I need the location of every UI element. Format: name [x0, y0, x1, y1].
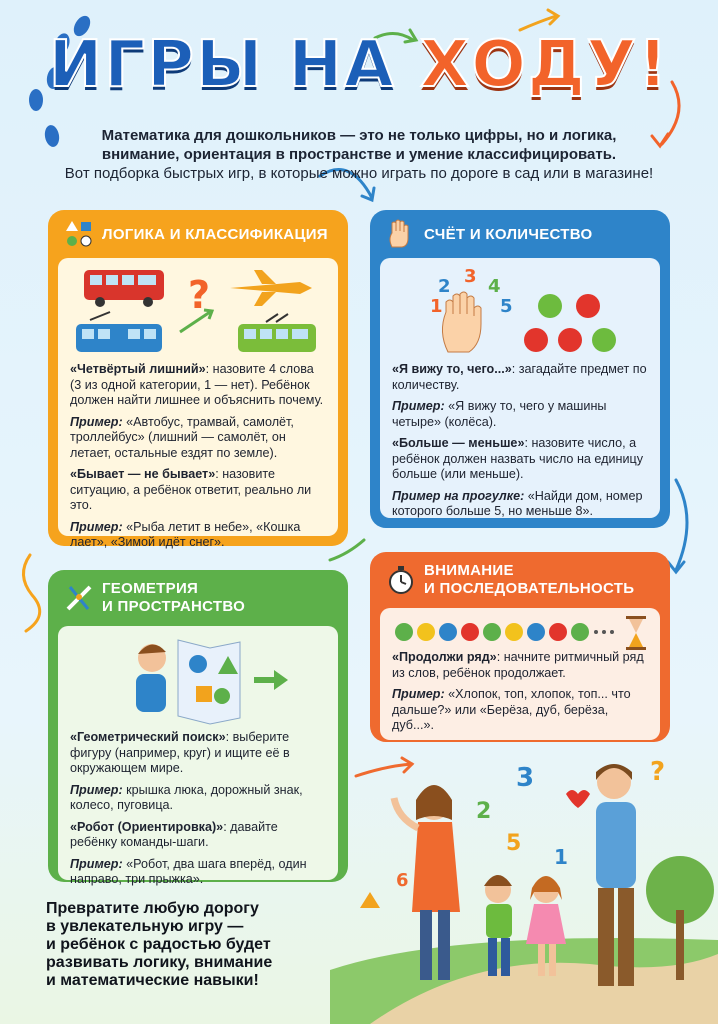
card-logic-header	[58, 210, 338, 258]
card-attention-header	[380, 552, 660, 608]
card-count-header	[380, 210, 660, 258]
intro-line2: внимание, ориентация в пространстве и умение классифицировать.	[101, 146, 617, 163]
svg-text:?: ?	[188, 273, 211, 317]
card-attention-body	[380, 608, 660, 740]
svg-text:?: ?	[650, 757, 666, 787]
card-count-body	[380, 258, 660, 518]
shapes-icon	[64, 219, 94, 249]
count-example2: Пример на прогулке: «Найди дом, номер которого больше 5, но меньше 8».	[392, 488, 643, 518]
count-game2: «Больше — меньше»: назовите число, а ребёнок должен назвать число на единицу больше (или меньше).	[392, 436, 644, 481]
digit-1: 1	[430, 296, 443, 317]
intro-line1: Математика для дошкольников — это не только цифры, но и логика,	[101, 127, 617, 144]
attention-example1: Пример: «Хлопок, топ, хлопок, топ... что дальше?» или «Берёза, дуб, берёза, дуб...».	[392, 687, 631, 732]
page-title	[0, 28, 718, 102]
card-attention-title: ВНИМАНИЕ И ПОСЛЕДОВАТЕЛЬНОСТЬ	[424, 562, 635, 597]
logic-game1: «Четвёртый лишний»: назовите 4 слова (3 из одной категории, 1 — нет). Ребёнок должен найти лишнее и объяснить почему.	[70, 362, 324, 407]
attention-game1: «Продолжи ряд»: начните ритмичный ряд из слов, ребёнок продолжает.	[392, 650, 644, 680]
geometry-example1: Пример: крышка люка, дорожный знак, колесо, пуговица.	[70, 782, 303, 812]
card-geometry-body	[58, 626, 338, 886]
card-geometry-header	[58, 570, 338, 626]
closing-text: Превратите любую дорогу в увлекательную игру — и ребёнок с радостью будет развивать логику, внимание и математические навыки!	[46, 900, 273, 989]
title-part1: ИГРЫ НА	[48, 28, 396, 102]
card-geometry	[48, 570, 348, 886]
digit-4: 4	[488, 276, 501, 297]
card-geometry-title: ГЕОМЕТРИЯ И ПРОСТРАНСТВО	[102, 580, 246, 615]
logic-example1: Пример: «Автобус, трамвай, самолёт, троллейбус» (лишний — самолёт, он летает, остальные ездят по земле).	[70, 414, 294, 460]
digit-5: 5	[500, 296, 513, 317]
digit-2: 2	[438, 276, 451, 297]
geometry-game2: «Робот (Ориентировка)»: давайте ребёнку команды-шаги.	[70, 819, 278, 849]
svg-text:3: 3	[516, 763, 535, 793]
compass-ruler-icon	[64, 583, 94, 613]
logic-game2: «Бывает — не бывает»: назовите ситуацию, а ребёнок ответит, реально ли это.	[70, 467, 312, 512]
apples	[524, 294, 616, 352]
svg-text:1: 1	[554, 845, 568, 869]
hourglass-icon	[626, 616, 646, 650]
transport-illustration	[70, 266, 326, 358]
svg-text:2: 2	[476, 799, 492, 824]
count-example1: Пример: «Я вижу то, чего у машины четыре» (колёса).	[392, 399, 607, 429]
logic-example2: Пример: «Рыба летит в небе», «Кошка лает», «Зимой идёт снег».	[70, 519, 301, 549]
counting-illustration	[392, 266, 648, 358]
card-logic-body	[58, 258, 338, 549]
card-logic-title: ЛОГИКА И КЛАССИФИКАЦИЯ	[102, 225, 328, 243]
family-illustration	[330, 750, 718, 1024]
hand-icon	[386, 219, 416, 249]
stopwatch-icon	[386, 565, 416, 595]
svg-text:5: 5	[506, 831, 522, 856]
title-part2: ХОДУ!	[419, 28, 670, 102]
card-logic	[48, 210, 348, 549]
beads-row	[392, 616, 648, 650]
geometry-game1: «Геометрический поиск»: выберите фигуру (например, круг) и ищите её в окружающем мире.	[70, 730, 290, 775]
svg-text:6: 6	[396, 870, 409, 891]
card-count-title: СЧЁТ И КОЛИЧЕСТВО	[424, 225, 593, 243]
digit-3: 3	[464, 266, 477, 287]
count-game1: «Я вижу то, чего...»: загадайте предмет по количеству.	[392, 362, 647, 392]
intro-line3: Вот подборка быстрых игр, в которые можно играть по дороге в сад или в магазине!	[64, 165, 654, 182]
geometry-example2: Пример: «Робот, два шага вперёд, один направо, три прыжка».	[70, 856, 307, 886]
geometry-illustration	[70, 634, 326, 726]
card-count	[370, 210, 670, 528]
intro-text	[20, 126, 698, 183]
card-attention	[370, 552, 670, 742]
